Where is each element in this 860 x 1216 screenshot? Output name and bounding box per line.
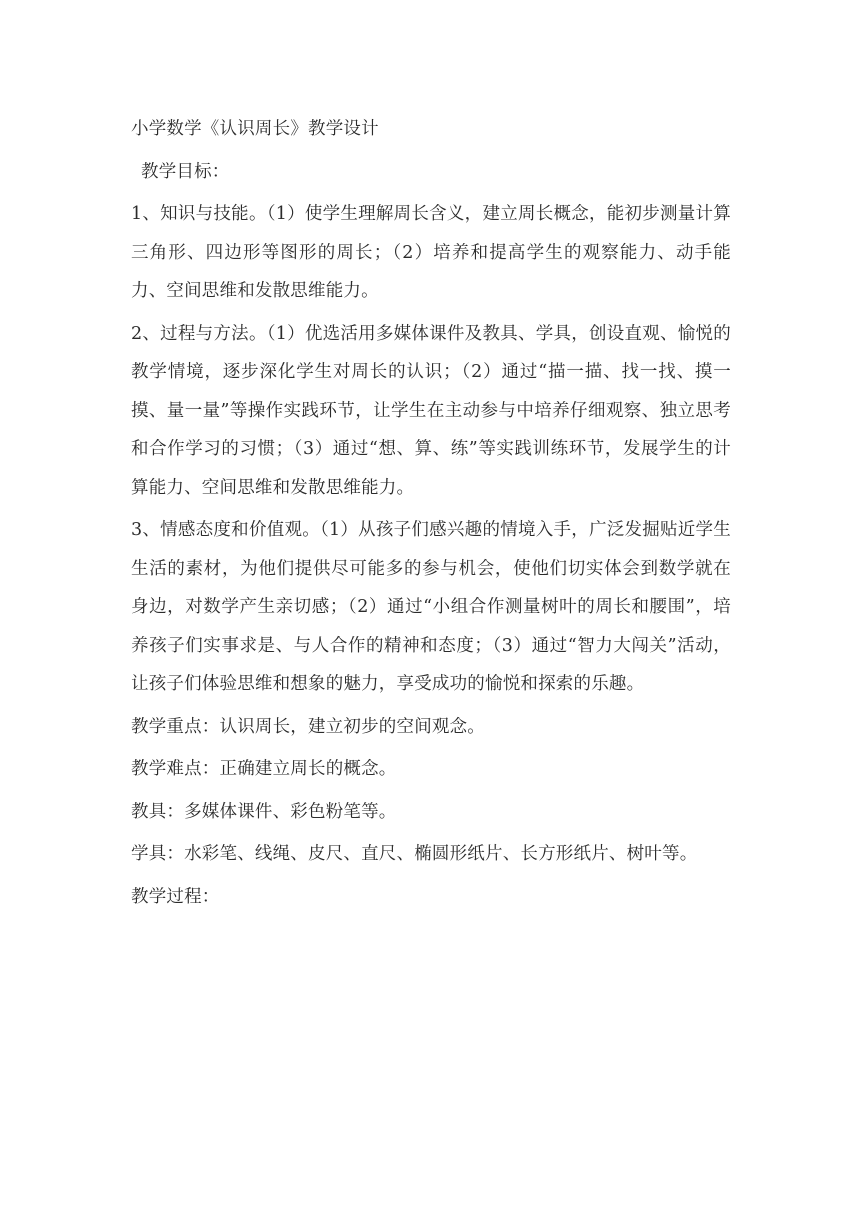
process-heading: 教学过程： (131, 886, 220, 907)
objective-attitude-paragraph: 3、情感态度和价值观。（1）从孩子们感兴趣的情境入手，广泛发掘贴近学生生活的素材，为他们提供尽可能多的参与机会，使他们切实体会到数学就在身边，对数学产生亲切感；（2）通过“小组合作测量树叶的周长和腰围”，培养孩子们实事求是、与人合作的精神和态度；（3）通过“智力大闯关”活动，让孩子们体验思维和想象的魅力，享受成功的愉悦和探索的乐趣。 (131, 520, 731, 694)
key-point-line: 教学重点：认识周长，建立初步的空间观念。 (131, 716, 485, 737)
objectives-heading: 教学目标： (141, 161, 230, 182)
student-aids-line: 学具：水彩笔、线绳、皮尺、直尺、椭圆形纸片、长方形纸片、树叶等。 (131, 844, 698, 864)
document-body (131, 110, 731, 920)
document-title: 小学数学《认识周长》教学设计 (131, 119, 379, 139)
difficulty-line: 教学难点：正确建立周长的概念。 (131, 759, 397, 779)
objective-process-paragraph: 2、过程与方法。（1）优选活用多媒体课件及教具、学具，创设直观、愉悦的教学情境，逐步深化学生对周长的认识；（2）通过“描一描、找一找、摸一摸、量一量”等操作实践环节，让学生在主动参与中培养仔细观察、独立思考和合作学习的习惯；（3）通过“想、算、练”等实践训练环节，发展学生的计算能力、空间思维和发散思维能力。 (131, 323, 731, 498)
objective-knowledge-paragraph: 1、知识与技能。（1）使学生理解周长含义，建立周长概念，能初步测量计算三角形、四边形等图形的周长；（2）培养和提高学生的观察能力、动手能力、空间思维和发散思维能力。 (131, 204, 731, 301)
teaching-aids-line: 教具：多媒体课件、彩色粉笔等。 (131, 801, 397, 822)
